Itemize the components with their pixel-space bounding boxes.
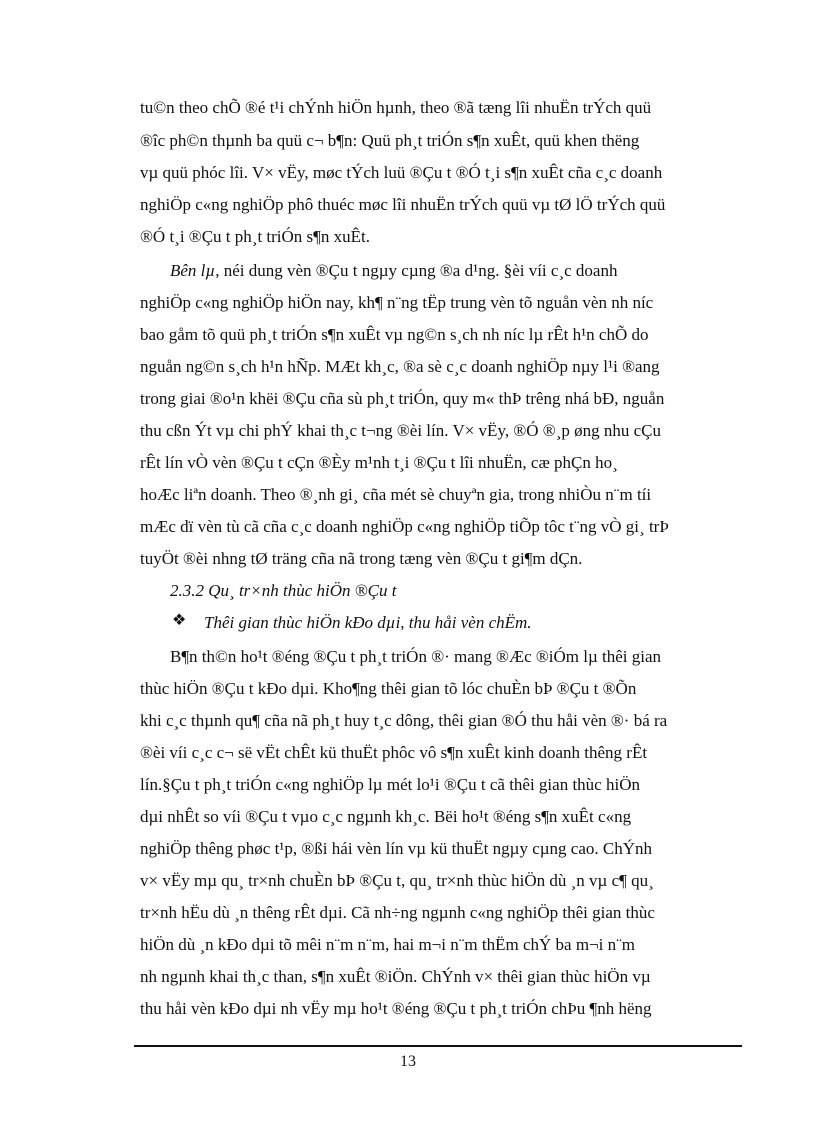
text-line: thu håi vèn kÐo dµi nh vËy mµ ho¹t ®éng ®Çu t ph¸t triÓn chÞu ¶nh hëng <box>140 999 652 1018</box>
text-line: mÆc dï vèn tù cã cña c¸c doanh nghiÖp c«ng nghiÖp tiÕp tôc t¨ng vÒ gi¸ trÞ <box>140 517 669 536</box>
text-line: nh ngµnh khai th¸c than, s¶n xuÊt ®iÖn. ChÝnh v× thêi gian thùc hiÖn vµ <box>140 967 651 986</box>
text-line: vµ quü phóc lîi. V× vËy, møc tÝch luü ®Çu t ®Ó t¸i s¶n xuÊt cña c¸c doanh <box>140 163 663 182</box>
text-line: hoÆc liªn doanh. Theo ®¸nh gi¸ cña mét sè chuyªn gia, trong nhiÒu n¨m tíi <box>140 485 652 504</box>
text-line: ®èi víi c¸c c¬ së vËt chÊt kü thuËt phôc vô s¶n xuÊt kinh doanh thêng rÊt <box>140 743 648 762</box>
text-line: thùc hiÖn ®Çu t kÐo dµi. Kho¶ng thêi gian tõ lóc chuÈn bÞ ®Çu t ®Õn <box>140 679 637 698</box>
text-line: nguån ng©n s¸ch h¹n hÑp. MÆt kh¸c, ®a sè c¸c doanh nghiÖp nµy l¹i ®ang <box>140 357 660 376</box>
text-line: tuyÖt ®èi nhng tØ träng cña nã trong tæng vèn ®Çu t gi¶m dÇn. <box>140 549 583 568</box>
text-line: thu cßn Ýt vµ chi phÝ khai th¸c t¬ng ®èi lín. V× vËy, ®Ó ®¸p øng nhu cÇu <box>140 421 661 440</box>
text-line: nghiÖp thêng phøc t¹p, ®ßi hái vèn lín vµ kü thuËt ngµy cµng cao. ChÝnh <box>140 839 653 858</box>
footer-divider <box>134 1045 742 1047</box>
text-line: rÊt lín vÒ vèn ®Çu t cÇn ®Èy m¹nh t¸i ®Çu t lîi nhuËn, cæ phÇn ho¸ <box>140 453 618 472</box>
text-line: khi c¸c thµnh qu¶ cña nã ph¸t huy t¸c dông, thêi gian ®Ó thu håi vèn ®· bá ra <box>140 711 668 730</box>
text-line: B¶n th©n ho¹t ®éng ®Çu t ph¸t triÓn ®· mang ®Æc ®iÓm lµ thêi gian <box>170 647 662 666</box>
text-line: tu©n theo chÕ ®é t¹i chÝnh hiÖn hµnh, theo ®ã tæng lîi nhuËn trÝch quü <box>140 98 652 117</box>
text-line: ®îc ph©n thµnh ba quü c¬ b¶n: Quü ph¸t triÓn s¶n xuÊt, quü khen thëng <box>140 131 640 150</box>
text-line: nghiÖp c«ng nghiÖp phô thuéc møc lîi nhuËn trÝch quü vµ tØ lÖ trÝch quü <box>140 195 666 214</box>
text-fragment: néi dung vèn ®Çu t ngµy cµng ®a d¹ng. §èi víi c¸c doanh <box>223 261 618 280</box>
section-heading: 2.3.2 Qu¸ tr×nh thùc hiÖn ®Çu t <box>170 581 397 600</box>
text-line: tr×nh hËu dù ¸n thêng rÊt dµi. Cã nh÷ng ngµnh c«ng nghiÖp thêi gian thùc <box>140 903 655 922</box>
text-line <box>170 260 617 282</box>
paragraph-lead: Bên lµ, <box>170 261 220 280</box>
bullet-heading: Thêi gian thùc hiÖn kÐo dµi, thu håi vèn chËm. <box>204 613 532 632</box>
text-line: ®Ó t¸i ®Çu t ph¸t triÓn s¶n xuÊt. <box>140 227 370 246</box>
text-line: hiÖn dù ¸n kÐo dµi tõ mêi n¨m n¨m, hai m¬i n¨m thËm chÝ ba m¬i n¨m <box>140 935 635 954</box>
text-line: dµi nhÊt so víi ®Çu t vµo c¸c ngµnh kh¸c. Bëi ho¹t ®éng s¶n xuÊt c«ng <box>140 807 632 826</box>
text-line: v× vËy mµ qu¸ tr×nh chuÈn bÞ ®Çu t, qu¸ tr×nh thùc hiÖn dù ¸n vµ c¶ qu¸ <box>140 871 654 890</box>
text-line: bao gåm tõ quü ph¸t triÓn s¶n xuÊt vµ ng©n s¸ch nh níc lµ rÊt h¹n chÕ do <box>140 325 649 344</box>
text-line: trong giai ®o¹n khëi ®Çu cña sù ph¸t triÓn, quy m« thÞ trêng nhá bÐ, nguån <box>140 389 665 408</box>
text-line: lín.§Çu t ph¸t triÓn c«ng nghiÖp lµ mét lo¹i ®Çu t cã thêi gian thùc hiÖn <box>140 775 640 794</box>
text-line: nghiÖp c«ng nghiÖp hiÖn nay, kh¶ n¨ng tËp trung vèn tõ nguån vèn nh níc <box>140 293 654 312</box>
page-number: 13 <box>400 1053 416 1070</box>
diamond-bullet-icon: ❖ <box>172 612 187 629</box>
